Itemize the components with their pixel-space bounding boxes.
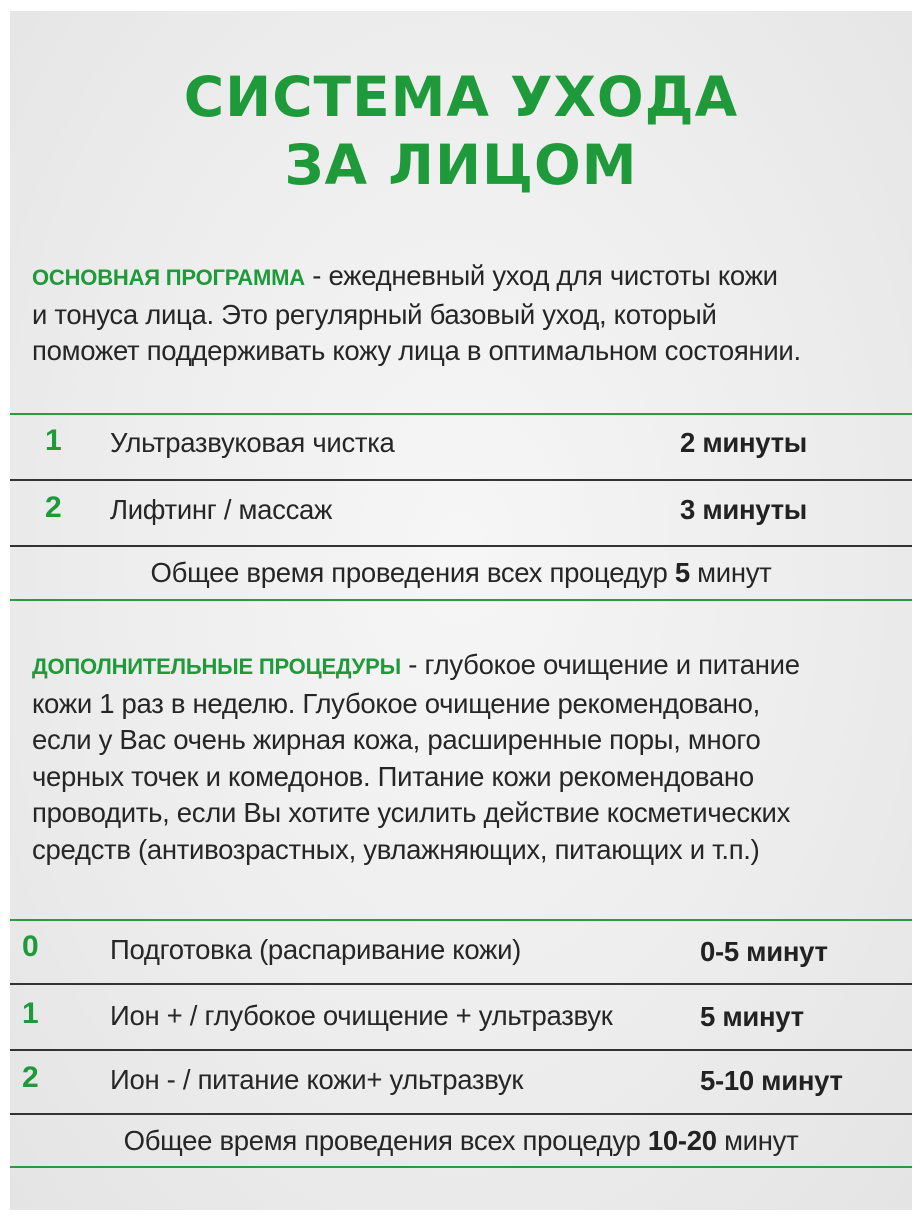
extra-procedure-row — [10, 1061, 912, 1121]
extra-line-3: черных точек и комедонов. Питание кожи рекомендовано — [32, 760, 754, 792]
table-rule — [10, 983, 912, 985]
step-number: 0 — [22, 930, 39, 963]
procedure-duration: 5 минут — [700, 1001, 804, 1032]
basic-program-description — [32, 258, 904, 370]
table-rule — [10, 545, 912, 547]
extra-line-2: если у Вас очень жирная кожа, расширенные поры, много — [32, 724, 761, 755]
procedure-duration: 3 минуты — [680, 494, 807, 525]
table-rule — [10, 599, 912, 601]
basic-line-2: поможет поддерживать кожу лица в оптимальном состоянии. — [32, 335, 801, 366]
basic-procedure-row — [10, 424, 912, 484]
extra-total-value: 10-20 — [647, 1125, 717, 1156]
title-line-1: СИСТЕМА УХОДА — [183, 65, 739, 129]
basic-procedure-row — [10, 491, 912, 551]
extra-procedure-row — [10, 997, 912, 1057]
table-rule — [10, 1166, 912, 1168]
basic-total-value: 5 — [674, 557, 690, 588]
extra-procedures-heading: ДОПОЛНИТЕЛЬНЫЕ ПРОЦЕДУРЫ — [32, 654, 401, 679]
table-rule — [10, 919, 912, 921]
basic-total-time: Общее время проведения всех процедур 5 минут — [150, 557, 772, 588]
extra-procedure-row — [10, 930, 912, 990]
basic-line-0: - ежедневный уход для чистоты кожи — [304, 260, 778, 291]
table-rule — [10, 1049, 912, 1051]
extra-line-5: средств (антивозрастных, увлажняющих, питающих и т.п.) — [32, 833, 760, 865]
procedure-duration: 5-10 минут — [700, 1065, 843, 1096]
extra-procedures-description — [32, 647, 904, 868]
basic-line-1: и тонуса лица. Это регулярный базовый уход, который — [32, 298, 717, 330]
procedure-name: Ион + / глубокое очищение + ультразвук — [110, 1000, 613, 1031]
step-number: 2 — [45, 491, 62, 524]
title-line-2: ЗА ЛИЦОМ — [284, 133, 638, 197]
procedure-name: Ион - / питание кожи+ ультразвук — [110, 1064, 524, 1095]
procedure-name: Лифтинг / массаж — [110, 494, 333, 525]
step-number: 1 — [22, 997, 39, 1030]
step-number: 1 — [45, 424, 62, 457]
page-title — [10, 63, 912, 199]
table-rule — [10, 479, 912, 481]
procedure-name: Ультразвуковая чистка — [110, 427, 395, 458]
procedure-name: Подготовка (распаривание кожи) — [110, 934, 522, 965]
extra-total-time: Общее время проведения всех процедур 10-20 минут — [123, 1125, 799, 1156]
step-number: 2 — [22, 1061, 39, 1094]
extra-line-0: - глубокое очищение и питание — [400, 649, 800, 680]
extra-line-1: кожи 1 раз в неделю. Глубокое очищение рекомендовано, — [32, 687, 760, 719]
extra-line-4: проводить, если Вы хотите усилить действие косметических — [32, 797, 791, 828]
basic-program-heading: ОСНОВНАЯ ПРОГРАММА — [32, 265, 305, 290]
procedure-duration: 2 минуты — [680, 427, 807, 458]
table-rule — [10, 413, 912, 415]
table-rule — [10, 1113, 912, 1115]
procedure-duration: 0-5 минут — [700, 936, 828, 967]
page — [10, 11, 912, 1210]
